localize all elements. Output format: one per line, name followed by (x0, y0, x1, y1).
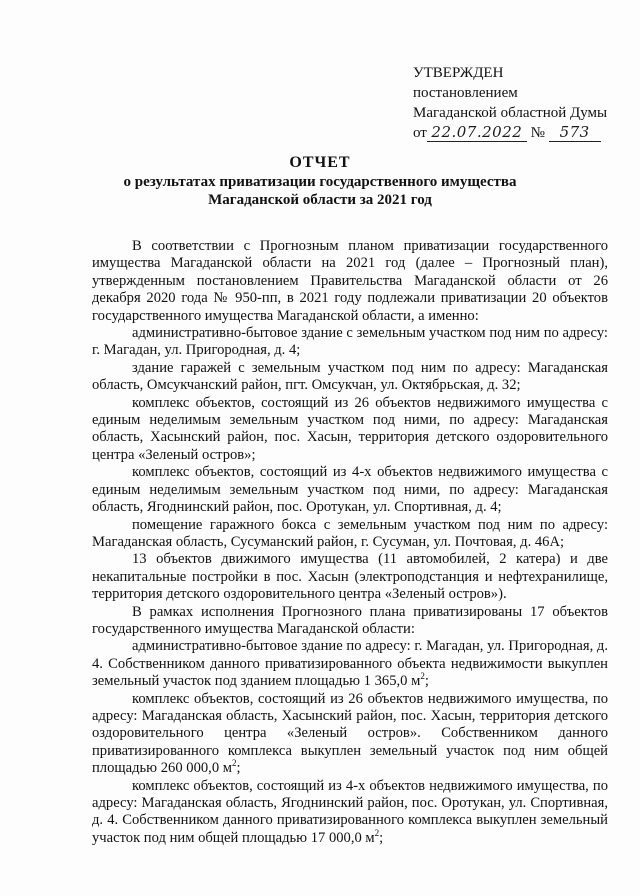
date-prefix: от (413, 125, 427, 141)
report-body (92, 238, 608, 847)
paragraph-item-complex-4: комплекс объектов, состоящий из 4-х объектов недвижимого имущества с единым неделимым земельным участком под ними, по адресу: Магаданская область, Ягоднинский район, пос. Оротукан, ул. Спортивная, д. 4; (92, 464, 608, 516)
punctuation: ; (379, 829, 384, 846)
punctuation: ; (236, 760, 241, 777)
area-superscript: 2 (420, 671, 425, 682)
paragraph-item-movable-property: 13 объектов движимого имущества (11 автомобилей, 2 катера) и две некапитальные постройки в пос. Хасын (электроподстанция и нефтехранилище, территория детского оздоровительного центра «Зеленый остров»). (92, 551, 608, 603)
approval-issuer: Магаданской областной Думы (413, 105, 608, 121)
privatized-complex-4-text: комплекс объектов, состоящий из 4-х объектов недвижимого имущества, по адресу: Магаданская область, Ягоднинский район, пос. Оротукан, ул. Спортивная, д. 4. Собственником данного приватизированного комплекса выкуплен земельный участок под ним общей площадью 17 000,0 м (92, 777, 608, 846)
paragraph-item-garage-box: помещение гаражного бокса с земельным участком под ним по адресу: Магаданская область, Сусуманский район, г. Сусуман, ул. Почтовая, д. 46А; (92, 516, 608, 550)
paragraph-privatized-admin-building (92, 638, 608, 690)
paragraph-privatized-complex-26 (92, 691, 608, 778)
number-sign: № (530, 125, 545, 141)
area-superscript: 2 (232, 758, 237, 769)
punctuation: ; (424, 673, 429, 690)
paragraph-privatized-complex-4 (92, 778, 608, 848)
area-superscript: 2 (374, 827, 380, 838)
approval-by-resolution: постановлением (413, 85, 518, 101)
report-subtitle-line-2: Магаданской области за 2021 год (208, 192, 432, 208)
paragraph-intro: В соответствии с Прогнозным планом приватизации государственного имущества Магаданской области на 2021 год (далее – Прогнозный план), утвержденным постановлением Правительства Магаданской области от 26 декабря 2020 года № 950-пп, в 2021 году подлежали приватизации 20 объектов государственного имущества Магаданской области, а именно: (92, 238, 608, 324)
handwritten-date: 22.07.2022 (431, 123, 523, 141)
report-title-block (40, 152, 600, 209)
approval-title: УТВЕРЖДЕН (413, 65, 504, 81)
approval-stamp (413, 63, 623, 143)
privatized-admin-text: административно-бытовое здание по адресу: г. Магадан, ул. Пригородная, д. 4. Собственником данного приватизированного объекта недвижимости выкуплен земельный участок под зданием площадью 1 365,0 м (92, 638, 608, 690)
paragraph-item-complex-26: комплекс объектов, состоящий из 26 объектов недвижимого имущества с единым неделимым земельным участком под ними, по адресу: Магаданская область, Хасынский район, пос. Хасын, территория детского оздоровительного центра «Зеленый остров»; (92, 394, 608, 463)
approval-date-number-line (413, 123, 623, 143)
report-heading: ОТЧЕТ (289, 154, 351, 171)
paragraph-item-garages: здание гаражей с земельным участком под ним по адресу: Магаданская область, Омсукчанский район, пгт. Омсукчан, ул. Октябрьская, д. 32; (92, 359, 608, 394)
paragraph-item-admin-building: административно-бытовое здание с земельным участком под ним по адресу: г. Магадан, ул. Пригородная, д. 4; (92, 325, 608, 359)
handwritten-number: 573 (559, 123, 590, 141)
paragraph-privatized-summary: В рамках исполнения Прогнозного плана приватизированы 17 объектов государственного имущества Магаданской области: (92, 603, 608, 637)
privatized-complex-26-text: комплекс объектов, состоящий из 26 объектов недвижимого имущества, по адресу: Магаданская область, Хасынский район, пос. Хасын, территория детского оздоровительного центра «Зеленый остров». Собственником данного приватизированного комплекса выкуплен земельный участок под ним общей площадью 260 000,0 м (92, 690, 608, 777)
report-subtitle-line-1: о результатах приватизации государственного имущества (123, 174, 517, 190)
